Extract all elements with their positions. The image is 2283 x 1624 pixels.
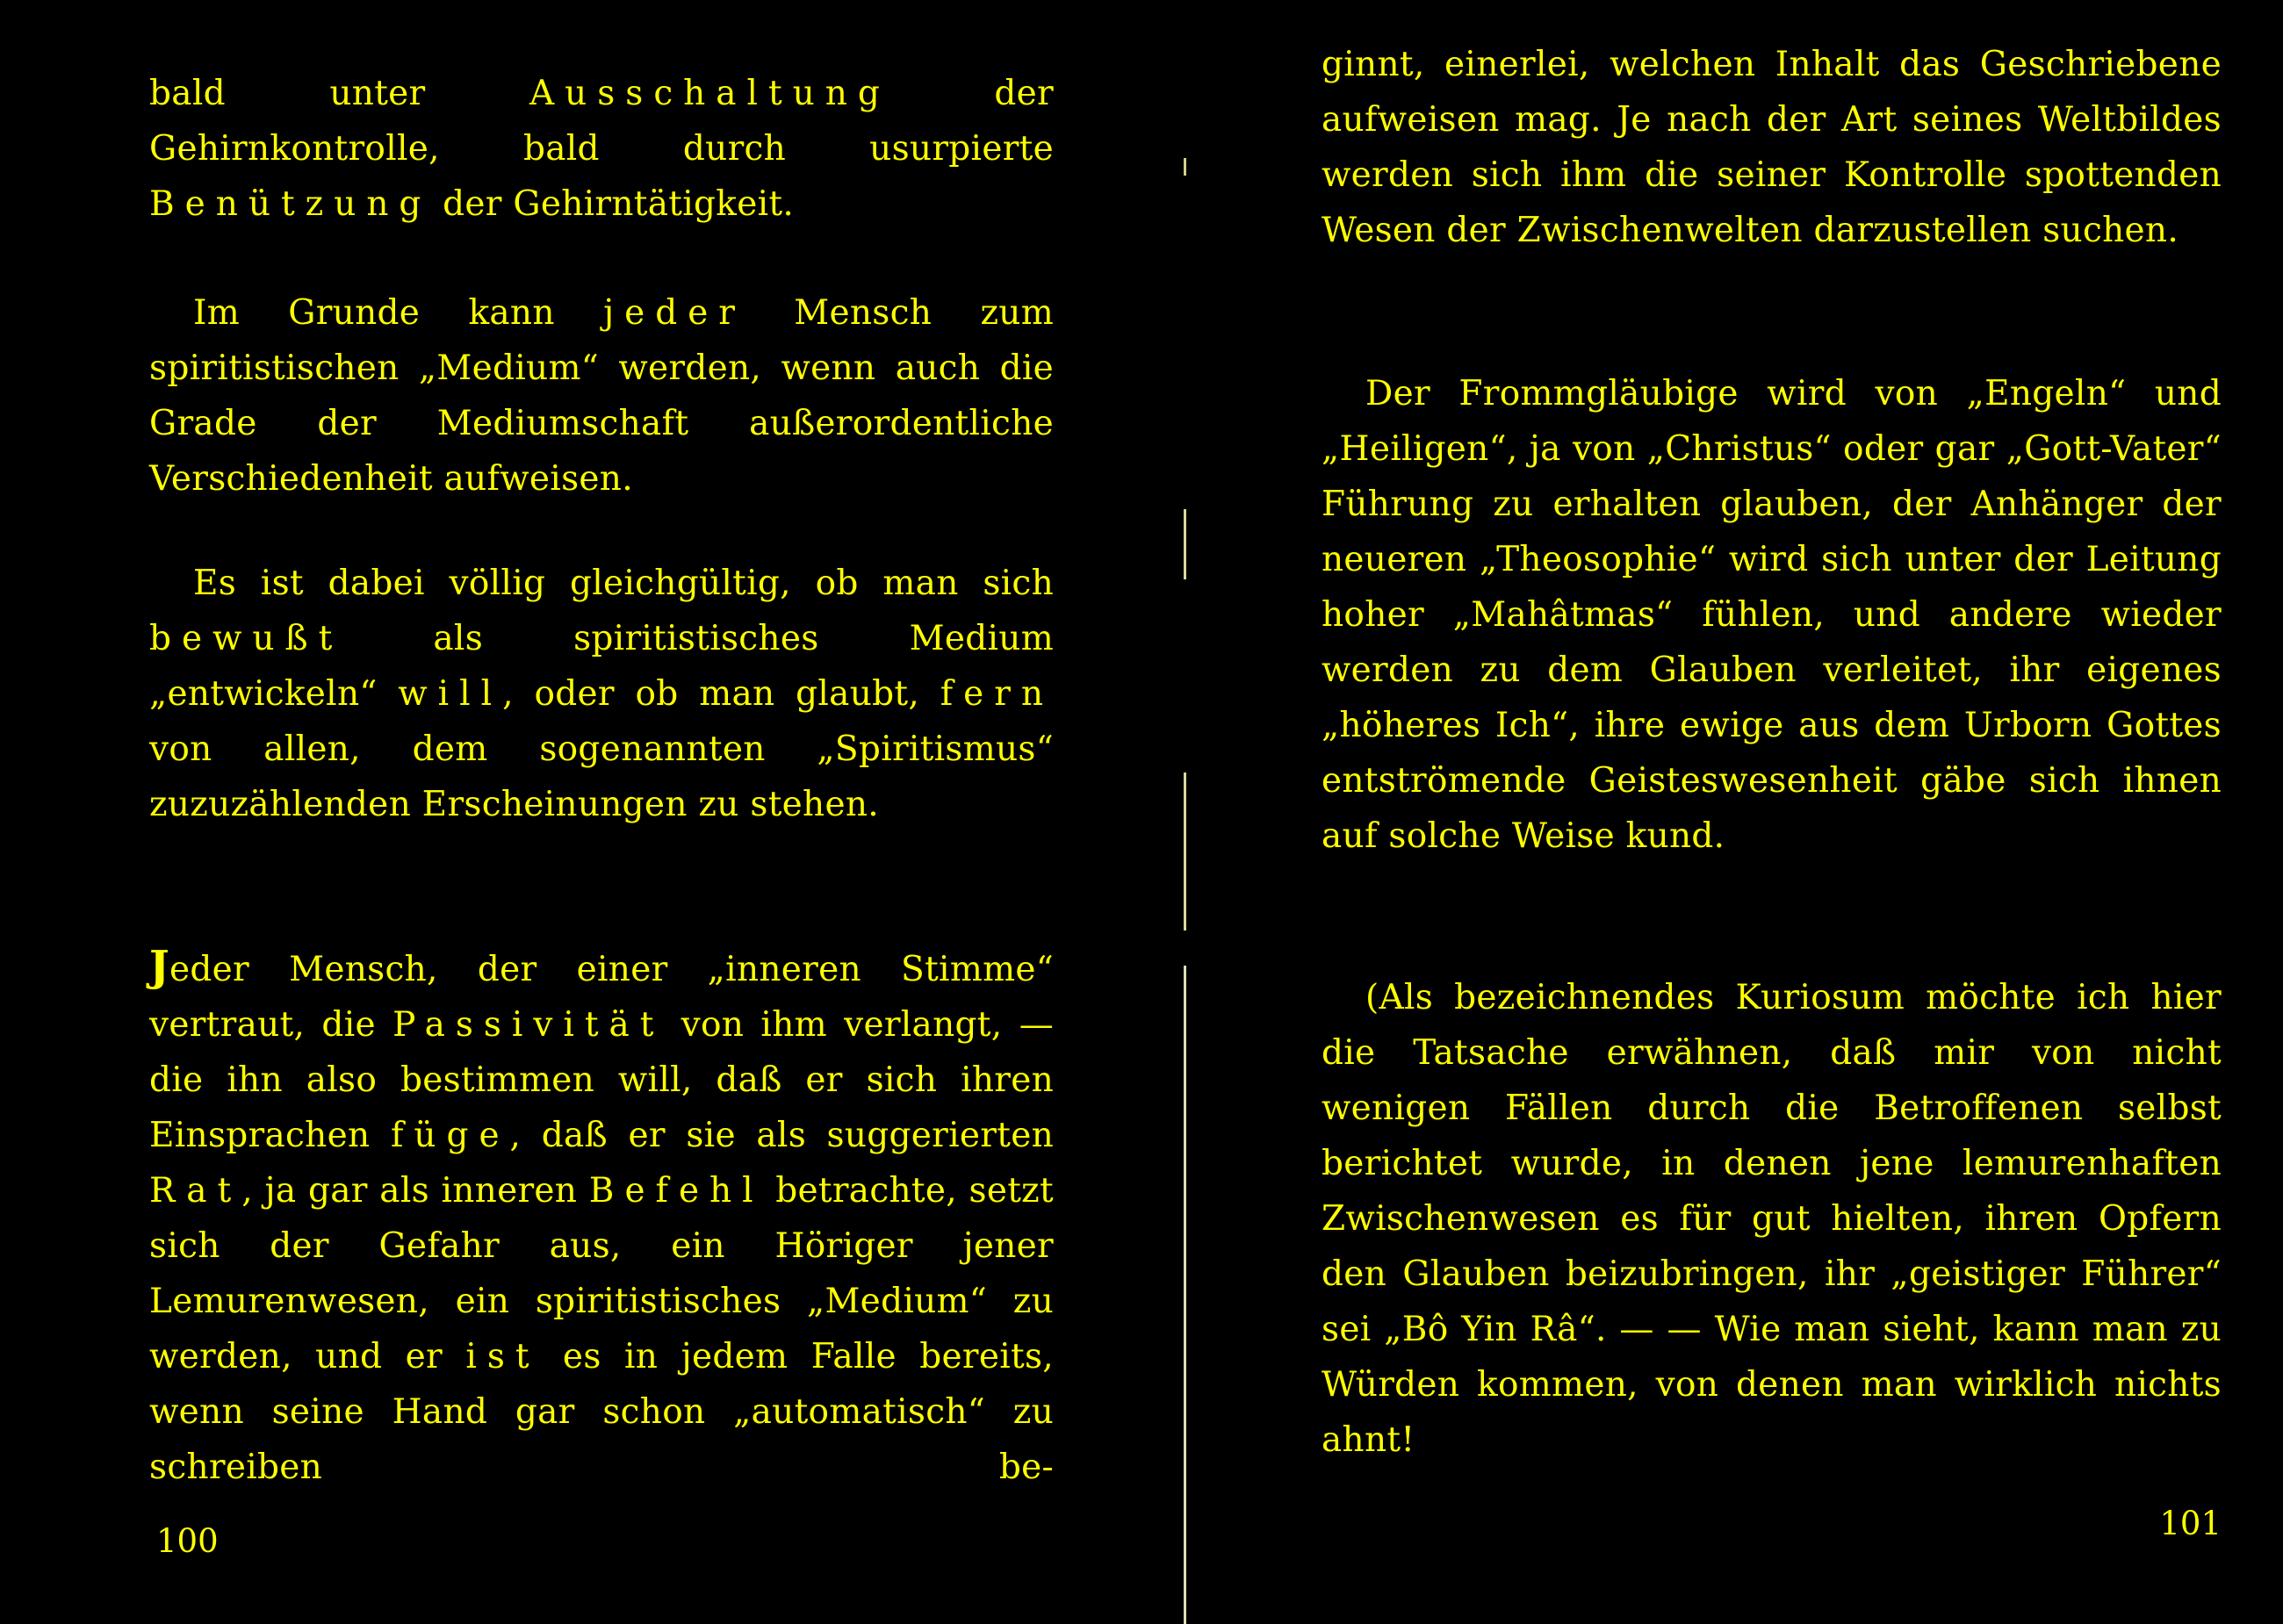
text-run: ginnt, einerlei, welchen Inhalt das Geschriebene aufweisen mag. Je nach der Art seines Weltbildes werden sich ihm die seiner Kontrolle spottenden Wesen der Zwischenwelten darzustellen suchen. [1322,45,2222,250]
right-paragraph-2 [1322,366,2222,864]
emphasized-text: Passivität [393,1005,665,1045]
book-gutter [1184,140,1186,1624]
right-page [1322,0,2222,1624]
left-paragraph-1 [149,66,1054,232]
left-paragraph-2 [149,285,1054,507]
right-paragraph-3 [1322,970,2222,1468]
paragraph-text [149,66,1054,232]
emphasized-text: Benützung [149,184,432,224]
text-run: betrachte, setzt sich der Gefahr aus, ein Höriger jener Lemurenwesen, ein spiritistisches „Medium“ zu werden, und er [149,1171,1054,1376]
left-page [149,0,1054,1624]
text-run: Es ist dabei völlig gleichgültig, ob man sich [193,564,1054,603]
emphasized-text: jeder [603,293,745,333]
paragraph-text [149,556,1054,832]
emphasized-text: fern [940,674,1054,714]
text-run: der Gehirnkontrolle, bald durch usurpierte [149,74,1054,169]
text-run: Mensch zum spiritistischen „Medium“ werden, wenn auch die Grade der Mediumschaft außerordentliche Verschiedenheit aufweisen. [149,293,1054,499]
emphasized-text: bewußt [149,619,343,658]
text-run: eder Mensch, der einer „inneren Stimme“ vertraut, die [149,950,1054,1045]
text-run: von ihm verlangt, — die ihn also bestimmen will, daß er sich ihren Einsprachen [149,1005,1054,1155]
text-run: der Gehirntätigkeit. [431,184,795,224]
paragraph-text [1322,970,2222,1468]
text-run: , daß er sie als suggerierten [509,1116,1054,1155]
text-run: Der Frommgläubige wird von „Engeln“ und „Heiligen“, ja von „Christus“ oder gar „Gott-Vater“ Führung zu erhalten glauben, der Anhänger der neueren „Theosophie“ wird sich unter der Leitung hoher „Mahâtmas“ fühlen, und andere wieder werden zu dem Glauben verleitet, ihr eigenes „höheres Ich“, ihre ewige aus dem Urborn Gottes entströmende Geisteswesenheit gäbe sich ihnen auf solche Weise kund. [1322,374,2222,856]
emphasized-text: Befehl [588,1171,764,1211]
text-run: Im Grunde kann [193,293,604,333]
emphasized-text: füge [390,1116,510,1155]
paragraph-text [149,285,1054,507]
emphasized-text: Ausschaltung [529,74,890,113]
paragraph-text [1322,37,2222,258]
text-run: (Als bezeichnendes Kuriosum möchte ich hier die Tatsache erwähnen, daß mir von nicht wenigen Fällen durch die Betroffenen selbst berichtet wurde, in denen jene lemurenhaften Zwischenwesen es für gut hielten, ihren Opfern den Glauben beizubringen, ihr „geistiger Führer“ sei „Bô Yin Râ“. — — Wie man sieht, kann man zu Würden kommen, von denen man wirklich nichts ahnt! [1322,978,2222,1460]
text-run: als spiritistisches Medium „entwickeln“ [149,619,1054,714]
text-run: es in jedem Falle bereits, wenn seine Hand gar schon „automatisch“ zu schreiben be- [149,1337,1054,1487]
right-paragraph-1 [1322,37,2222,258]
text-run: , ja gar als inneren [241,1171,589,1211]
paragraph-text [1322,366,2222,864]
left-paragraph-3 [149,556,1054,832]
text-run: , oder ob man glaubt, [502,674,940,714]
emphasized-text: ist [465,1337,540,1376]
page-number-right: 101 [2159,1505,2222,1542]
paragraph-text [149,939,1054,1495]
text-run: von allen, dem sogenannten „Spiritismus“ zuzuzählenden Erscheinungen zu stehen. [149,729,1054,824]
left-paragraph-4 [149,939,1054,1495]
emphasized-text: Rat [149,1171,242,1211]
page-number-left: 100 [156,1522,219,1560]
text-run: bald unter [149,74,530,113]
emphasized-text: will [398,674,503,714]
drop-cap: J [149,942,170,991]
